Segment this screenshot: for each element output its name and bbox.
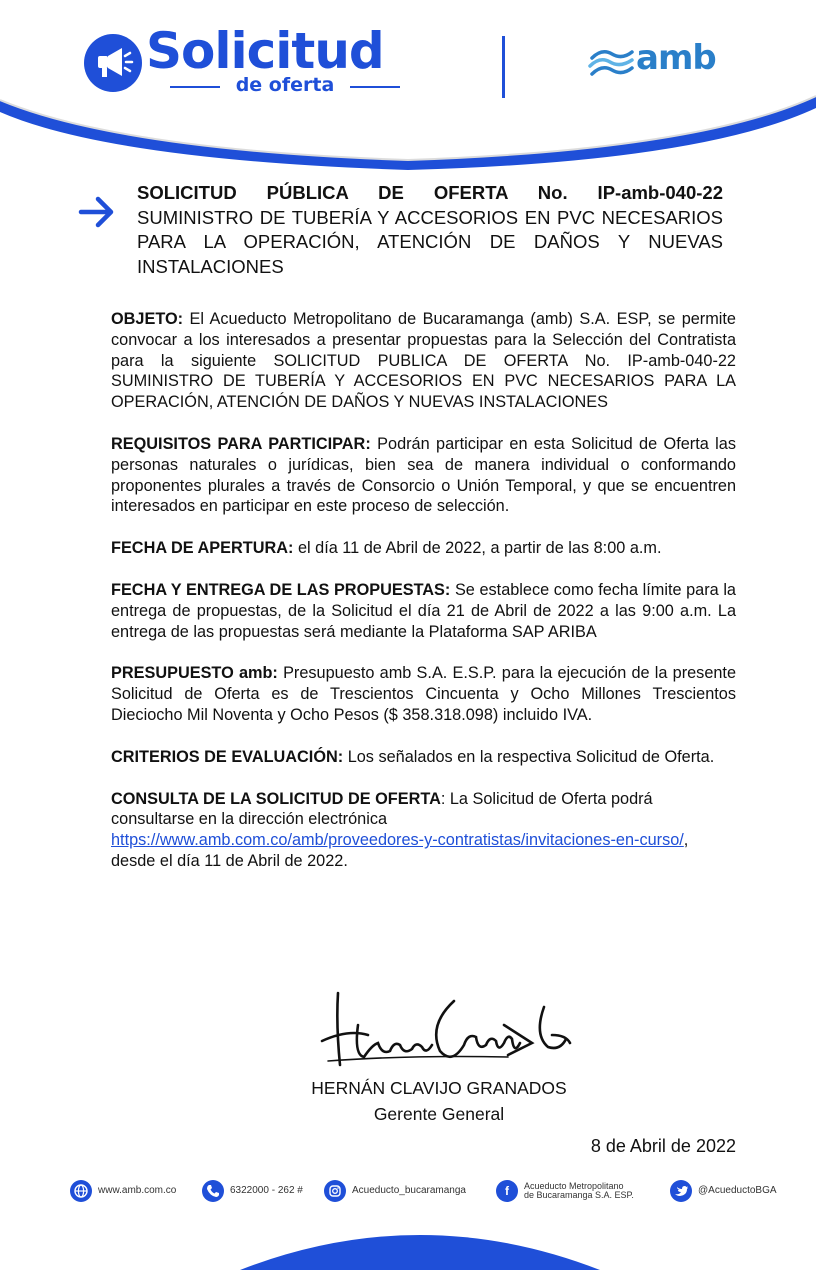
section-criterios — [111, 747, 736, 768]
document-date: 8 de Abril de 2022 — [590, 1136, 736, 1156]
document-title — [137, 181, 723, 279]
consulta-link[interactable]: https://www.amb.com.co/amb/proveedores-y-contratistas/invitaciones-en-curso/ — [111, 831, 684, 850]
section-label: REQUISITOS PARA PARTICIPAR: — [111, 434, 371, 453]
logo-subtitle: de oferta — [176, 74, 394, 96]
footer-facebook-text — [524, 1182, 634, 1200]
footer-web-text: www.amb.com.co — [98, 1185, 177, 1196]
footer-facebook-line1: Acueducto Metropolitano — [524, 1181, 624, 1191]
handwritten-signature — [308, 985, 578, 1075]
footer-phone[interactable] — [202, 1178, 303, 1204]
footer-facebook[interactable] — [496, 1178, 634, 1204]
footer-instagram[interactable] — [324, 1178, 466, 1204]
document-body — [111, 309, 736, 893]
section-text: Presupuesto amb S.A. E.S.P. para la ejecución de la presente Solicitud de Oferta es de Trescientos Cincuenta y Ocho Millones Trescientos Dieciocho Mil Noventa y Ocho Pesos ($ 358.318.098) incluido IVA. — [111, 664, 737, 724]
section-requisitos — [111, 434, 736, 517]
phone-icon — [202, 1180, 224, 1202]
amb-logo-text: amb — [636, 38, 716, 78]
section-text: El Acueducto Metropolitano de Bucaramanga (amb) S.A. ESP, se permite convocar a los interesados a presentar propuestas para la Selección del Contratista para la siguiente SOLICITUD PUBLICA DE OFERTA No. IP-amb-040-22 SUMINISTRO DE TUBERÍA Y ACCESORIOS EN PVC NECESARIOS PARA LA OPERACIÓN, ATENCIÓN DE DAÑOS Y NUEVAS INSTALACIONES — [111, 310, 736, 412]
header-divider — [502, 36, 505, 98]
section-presupuesto — [111, 663, 736, 725]
water-wave-icon — [588, 44, 634, 84]
logo-title: Solicitud — [146, 22, 384, 80]
section-consulta — [111, 789, 736, 872]
section-objeto — [111, 309, 736, 413]
arrow-right-icon — [78, 194, 116, 230]
footer-facebook-line2: de Bucaramanga S.A. ESP. — [524, 1190, 634, 1200]
twitter-icon — [670, 1180, 692, 1202]
footer-phone-text: 6322000 - 262 # — [230, 1185, 303, 1196]
footer-twitter-text: @AcueductoBGA — [698, 1185, 777, 1196]
title-main: SOLICITUD PÚBLICA DE OFERTA No. IP-amb-040-22 — [137, 182, 723, 203]
solicitud-logo — [84, 22, 414, 100]
section-text: Se establece como fecha límite para la entrega de propuestas, de la Solicitud el día 21 de Abril de 2022 a las 9:00 a.m. La entrega de las propuestas será mediante la Plataforma SAP ARIBA — [111, 580, 736, 641]
section-label: CRITERIOS DE EVALUACIÓN: — [111, 747, 344, 766]
section-text: el día 11 de Abril de 2022, a partir de las 8:00 a.m. — [293, 539, 662, 558]
section-text: : La Solicitud de Oferta podrá consultarse en la dirección electrónica — [111, 789, 653, 829]
footer-web[interactable] — [70, 1178, 176, 1204]
section-apertura — [111, 538, 736, 559]
footer-contacts — [70, 1178, 790, 1208]
signatory-name: HERNÁN CLAVIJO GRANADOS — [311, 1078, 567, 1098]
section-label: OBJETO: — [111, 310, 184, 328]
section-text: Los señalados en la respectiva Solicitud de Oferta. — [343, 747, 715, 766]
section-label: FECHA DE APERTURA: — [111, 539, 294, 558]
amb-logo — [588, 40, 738, 86]
section-label: CONSULTA DE LA SOLICITUD DE OFERTA — [111, 789, 441, 808]
section-text-after: , desde el día 11 de Abril de 2022. — [111, 831, 689, 870]
footer-arc — [0, 1210, 816, 1270]
globe-icon — [70, 1180, 92, 1202]
instagram-icon — [324, 1180, 346, 1202]
megaphone-icon — [84, 34, 142, 92]
section-label: PRESUPUESTO amb: — [111, 664, 278, 683]
title-subtitle: SUMINISTRO DE TUBERÍA Y ACCESORIOS EN PVC NECESARIOS PARA LA OPERACIÓN, ATENCIÓN DE DAÑOS Y NUEVAS INSTALACIONES — [137, 206, 723, 277]
footer-instagram-text: Acueducto_bucaramanga — [352, 1185, 466, 1196]
footer-twitter[interactable] — [670, 1178, 777, 1204]
signatory-role: Gerente General — [373, 1104, 505, 1124]
facebook-icon: f — [496, 1180, 518, 1202]
section-label: FECHA Y ENTREGA DE LAS PROPUESTAS: — [111, 580, 451, 599]
section-text: Podrán participar en esta Solicitud de Oferta las personas naturales o jurídicas, bien sea de manera individual o conformando proponentes plurales a través de Consorcio o Unión Temporal, y que se encuentren interesados en participar en este proceso de selección. — [111, 434, 736, 516]
section-entrega — [111, 580, 736, 642]
